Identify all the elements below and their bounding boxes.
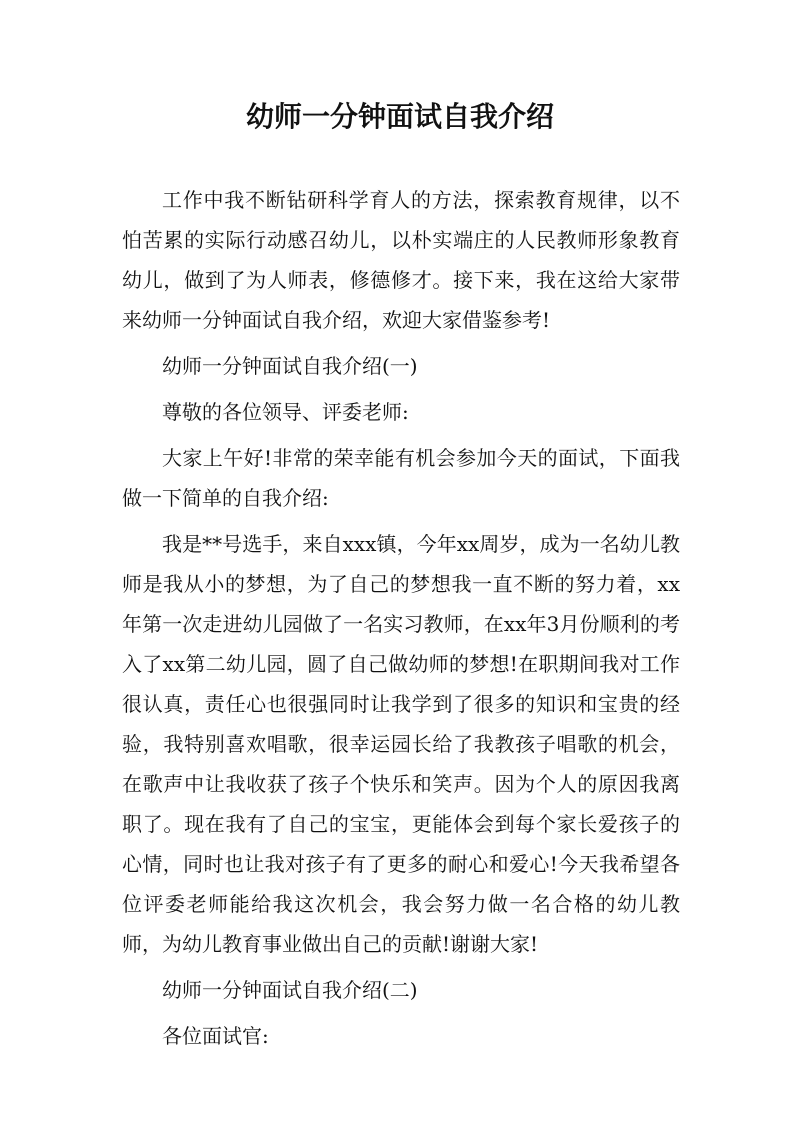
salutation-paragraph: 尊敬的各位领导、评委老师: — [162, 400, 409, 424]
section-heading-one: 幼师一分钟面试自我介绍(一) — [162, 354, 418, 378]
document-title: 幼师一分钟面试自我介绍 — [245, 100, 554, 133]
intro-paragraph: 工作中我不断钻研科学育人的方法，探索教育规律，以不怕苦累的实际行动感召幼儿，以朴实端庄的人民教师形象教育幼儿，做到了为人师表，修德修才。接下来，我在这给大家带来幼师一分钟面试自我介绍，欢迎大家借鉴参考! — [122, 188, 680, 332]
document-body — [122, 180, 680, 1062]
self-introduction-paragraph: 我是**号选手，来自xxx镇，今年xx周岁，成为一名幼儿教师是我从小的梦想，为了自己的梦想我一直不断的努力着，xx年第一次走进幼儿园做了一名实习教师，在xx年3月份顺利的考入了xx第二幼儿园，圆了自己做幼师的梦想!在职期间我对工作很认真，责任心也很强同时让我学到了很多的知识和宝贵的经验，我特别喜欢唱歌，很幸运园长给了我教孩子唱歌的机会，在歌声中让我收获了孩子个快乐和笑声。因为个人的原因我离职了。现在我有了自己的宝宝，更能体会到每个家长爱孩子的心情，同时也让我对孩子有了更多的耐心和爱心!今天我希望各位评委老师能给我这次机会，我会努力做一名合格的幼儿教师，为幼儿教育事业做出自己的贡献!谢谢大家! — [122, 532, 680, 956]
greeting-paragraph: 大家上午好!非常的荣幸能有机会参加今天的面试，下面我做一下简单的自我介绍: — [122, 446, 680, 510]
section-heading-two: 幼师一分钟面试自我介绍(二) — [162, 978, 418, 1002]
interviewer-salutation: 各位面试官: — [162, 1024, 269, 1048]
